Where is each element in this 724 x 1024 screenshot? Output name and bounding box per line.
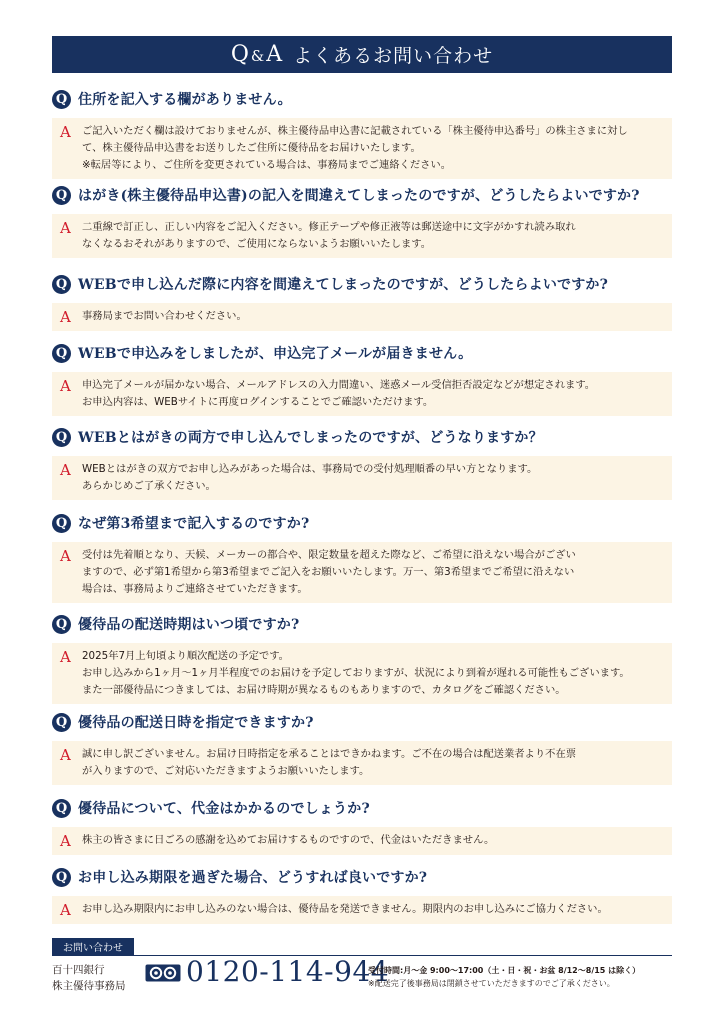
answer-mark: A — [60, 746, 71, 764]
answer-box — [52, 214, 672, 258]
answer-box — [52, 372, 672, 416]
answer-line: お申込内容は、WEBサイトに再度ログインすることでご確認いただけます。 — [82, 396, 434, 408]
question-row — [52, 512, 672, 534]
answer-box — [52, 118, 672, 179]
question-row — [52, 273, 672, 295]
faq-item — [52, 613, 672, 704]
faq-item — [52, 273, 672, 331]
question-text: お申し込み期限を過ぎた場合、どうすれば良いですか? — [78, 870, 428, 886]
answer-line: また一部優待品につきましては、お届け時期が異なるものもありますので、カタログをご確認ください。 — [82, 684, 566, 696]
question-text: 優待品について、代金はかかるのでしょうか? — [78, 801, 370, 817]
answer-line: 事務局までお問い合わせください。 — [82, 310, 247, 322]
org-name: 百十四銀行 — [52, 964, 105, 976]
question-badge-icon: Q — [52, 615, 71, 634]
question-text: 優待品の配送日時を指定できますか? — [78, 715, 314, 731]
answer-mark: A — [60, 377, 71, 395]
answer-line: が入りますので、ご対応いただきますようお願いいたします。 — [82, 765, 370, 777]
answer-line: WEBとはがきの双方でお申し込みがあった場合は、事務局での受付処理順番の早い方となります。 — [82, 463, 538, 475]
answer-box — [52, 827, 672, 855]
answer-text — [82, 123, 628, 174]
org-department: 株主優待事務局 — [52, 980, 126, 992]
question-badge-icon: Q — [52, 713, 71, 732]
answer-box — [52, 303, 672, 331]
faq-item — [52, 88, 672, 179]
question-text: WEBで申し込んだ際に内容を間違えてしまったのですが、どうしたらよいですか? — [78, 277, 609, 293]
answer-mark: A — [60, 219, 71, 237]
answer-text — [82, 461, 537, 495]
answer-text — [82, 547, 576, 598]
answer-line: ご記入いただく欄は設けておりませんが、株主優待品申込書に記載されている「株主優待申込番号」の株主さまに対し — [82, 125, 628, 137]
page-title-bar — [52, 36, 672, 73]
question-row — [52, 184, 672, 206]
answer-line: 場合は、事務局よりご連絡させていただきます。 — [82, 583, 308, 595]
faq-item — [52, 866, 672, 924]
faq-item — [52, 426, 672, 500]
question-text: WEBとはがきの両方で申し込んでしまったのですが、どうなりますか？ — [78, 430, 543, 446]
faq-item — [52, 711, 672, 785]
question-text: 優待品の配送時期はいつ頃ですか? — [78, 617, 300, 633]
question-badge-icon: Q — [52, 344, 71, 363]
question-row — [52, 613, 672, 635]
closure-note: ※配送完了後事務局は閉鎖させていただきますのでご了承ください。 — [368, 979, 615, 988]
answer-text — [82, 648, 630, 699]
question-badge-icon: Q — [52, 90, 71, 109]
question-row — [52, 426, 672, 448]
question-text: なぜ第3希望まで記入するのですか? — [78, 516, 310, 532]
faq-item — [52, 342, 672, 416]
question-row — [52, 88, 672, 110]
answer-line: なくなるおそれがありますので、ご使用にならないようお願いいたします。 — [82, 238, 432, 250]
answer-box — [52, 542, 672, 603]
answer-mark: A — [60, 308, 71, 326]
answer-text — [82, 377, 595, 411]
question-text: 住所を記入する欄がありません。 — [78, 92, 292, 108]
answer-mark: A — [60, 123, 71, 141]
answer-line: 誠に申し訳ございません。お届け日時指定を承ることはできかねます。ご不在の場合は配送業者より不在票 — [82, 748, 577, 760]
question-badge-icon: Q — [52, 275, 71, 294]
answer-box — [52, 456, 672, 500]
answer-line: 申込完了メールが届かない場合、メールアドレスの入力間違い、迷惑メール受信拒否設定などが想定されます。 — [82, 379, 596, 391]
answer-mark: A — [60, 547, 71, 565]
answer-line: ※転居等により、ご住所を変更されている場合は、事務局までご連絡ください。 — [82, 159, 452, 171]
answer-box — [52, 741, 672, 785]
contact-organization — [52, 962, 126, 994]
answer-line: あらかじめご了承ください。 — [82, 480, 216, 492]
answer-mark: A — [60, 901, 71, 919]
question-row — [52, 797, 672, 819]
faq-item — [52, 797, 672, 855]
question-text: はがき(株主優待品申込書)の記入を間違えてしまったのですが、どうしたらよいですか? — [78, 188, 640, 204]
faq-item — [52, 184, 672, 258]
answer-line: 株主の皆さまに日ごろの感謝を込めてお届けするものですので、代金はいただきません。 — [82, 834, 495, 846]
answer-line: 受付は先着順となり、天候、メーカーの都合や、限定数量を超えた際など、ご希望に沿えない場合がござい — [82, 549, 576, 561]
freedial-icon — [145, 964, 181, 982]
answer-box — [52, 896, 672, 924]
reception-hours — [368, 964, 672, 990]
page-title: よくあるお問い合わせ — [293, 45, 494, 67]
answer-mark: A — [60, 832, 71, 850]
answer-line: て、株主優待品申込書をお送りしたご住所に優待品をお届けいたします。 — [82, 142, 421, 154]
answer-mark: A — [60, 648, 71, 666]
hours-line: 受付時間:月〜金 9:00〜17:00（土・日・祝・お盆 8/12〜8/15 は除く） — [368, 966, 641, 975]
answer-text — [82, 308, 247, 326]
question-row — [52, 711, 672, 733]
answer-box — [52, 643, 672, 704]
answer-line: お申し込み期限内にお申し込みのない場合は、優待品を発送できません。期限内のお申し込みにご協力ください。 — [82, 903, 608, 915]
answer-text — [82, 219, 576, 253]
question-badge-icon: Q — [52, 186, 71, 205]
question-row — [52, 866, 672, 888]
answer-line: 2025年7月上旬頃より順次配送の予定です。 — [82, 650, 289, 662]
answer-text — [82, 901, 608, 919]
question-badge-icon: Q — [52, 514, 71, 533]
question-badge-icon: Q — [52, 868, 71, 887]
answer-line: ますので、必ず第1希望から第3希望までご記入をお願いいたします。万一、第3希望までご希望に沿えない — [82, 566, 575, 578]
answer-line: 二重線で訂正し、正しい内容をご記入ください。修正テープや修正液等は郵送途中に文字がかすれ読み取れ — [82, 221, 576, 233]
contact-label: お問い合わせ — [52, 938, 134, 955]
faq-item — [52, 512, 672, 603]
qa-logo: Q&A — [230, 42, 284, 67]
answer-text — [82, 832, 494, 850]
answer-line: お申し込みから1ヶ月〜1ヶ月半程度でのお届けを予定しておりますが、状況により到着が遅れる可能性もございます。 — [82, 667, 630, 679]
question-badge-icon: Q — [52, 428, 71, 447]
question-badge-icon: Q — [52, 799, 71, 818]
answer-mark: A — [60, 461, 71, 479]
question-row — [52, 342, 672, 364]
question-text: WEBで申込みをしましたが、申込完了メールが届きません。 — [78, 346, 473, 362]
answer-text — [82, 746, 576, 780]
phone-number[interactable]: 0120-114-944 — [186, 955, 390, 988]
